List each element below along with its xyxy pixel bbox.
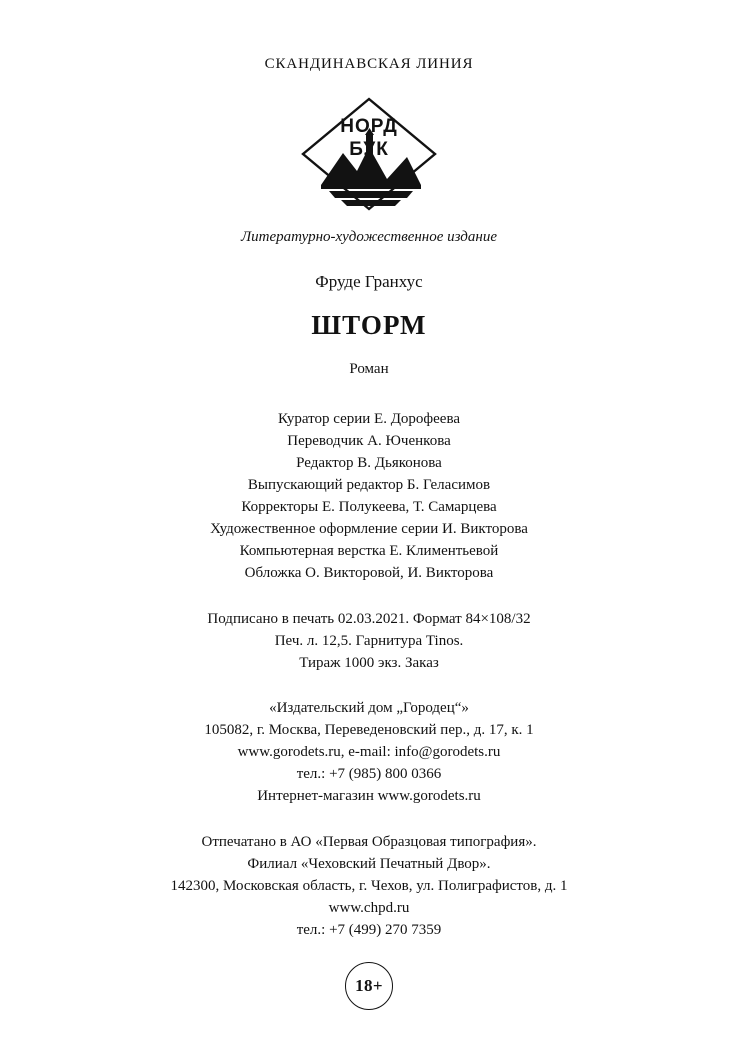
publisher-name: «Издательский дом „Городец“» (269, 700, 469, 716)
printing-house-branch: Филиал «Чеховский Печатный Двор». (247, 856, 491, 872)
publisher-block (204, 697, 533, 807)
publisher-shop: Интернет-магазин www.gorodets.ru (257, 788, 481, 804)
credit-line: Обложка О. Викторовой, И. Викторова (244, 565, 494, 581)
credits-block (210, 408, 528, 584)
publisher-address: 105082, г. Москва, Переведеновский пер., д. 17, к. 1 (204, 722, 534, 738)
printing-house-address: 142300, Московская область, г. Чехов, ул. Полиграфистов, д. 1 (170, 878, 568, 894)
genre-label: Роман (349, 361, 389, 377)
publisher-phone: тел.: +7 (985) 800 0366 (296, 766, 442, 782)
book-title: ШТОРМ (311, 310, 427, 340)
credit-line: Художественное оформление серии И. Викторова (210, 521, 528, 537)
credit-line: Выпускающий редактор Б. Геласимов (247, 477, 491, 493)
credit-line: Корректоры Е. Полукеева, Т. Самарцева (241, 499, 497, 515)
printing-house-phone: тел.: +7 (499) 270 7359 (296, 922, 442, 938)
logo-text-top: НОРД (340, 116, 398, 137)
publisher-web-email: www.gorodets.ru, e-mail: info@gorodets.ru (237, 744, 501, 760)
edition-type: Литературно-художественное издание (241, 229, 497, 245)
author-name: Фруде Гранхус (315, 272, 423, 291)
age-rating-badge: 18+ (345, 962, 393, 1010)
credit-line: Куратор серии Е. Дорофеева (277, 411, 460, 427)
publisher-logo (294, 95, 444, 213)
credit-line: Переводчик А. Юченкова (287, 433, 451, 449)
credit-line: Редактор В. Дьяконова (296, 455, 442, 471)
series-line: СКАНДИНАВСКАЯ ЛИНИЯ (264, 56, 474, 72)
print-info-line: Подписано в печать 02.03.2021. Формат 84×108/32 (207, 611, 531, 627)
printing-house-web: www.chpd.ru (328, 900, 410, 916)
printing-house-block (171, 831, 568, 941)
print-info-line: Тираж 1000 экз. Заказ (299, 655, 439, 671)
nord-book-diamond-logo (295, 95, 443, 213)
credit-line: Компьютерная верстка Е. Климентьевой (239, 543, 499, 559)
logo-text-bottom: БУК (349, 139, 389, 160)
print-info-line: Печ. л. 12,5. Гарнитура Tinos. (274, 633, 464, 649)
printing-house-name: Отпечатано в АО «Первая Образцовая типография». (201, 834, 537, 850)
print-info-block (207, 608, 530, 674)
